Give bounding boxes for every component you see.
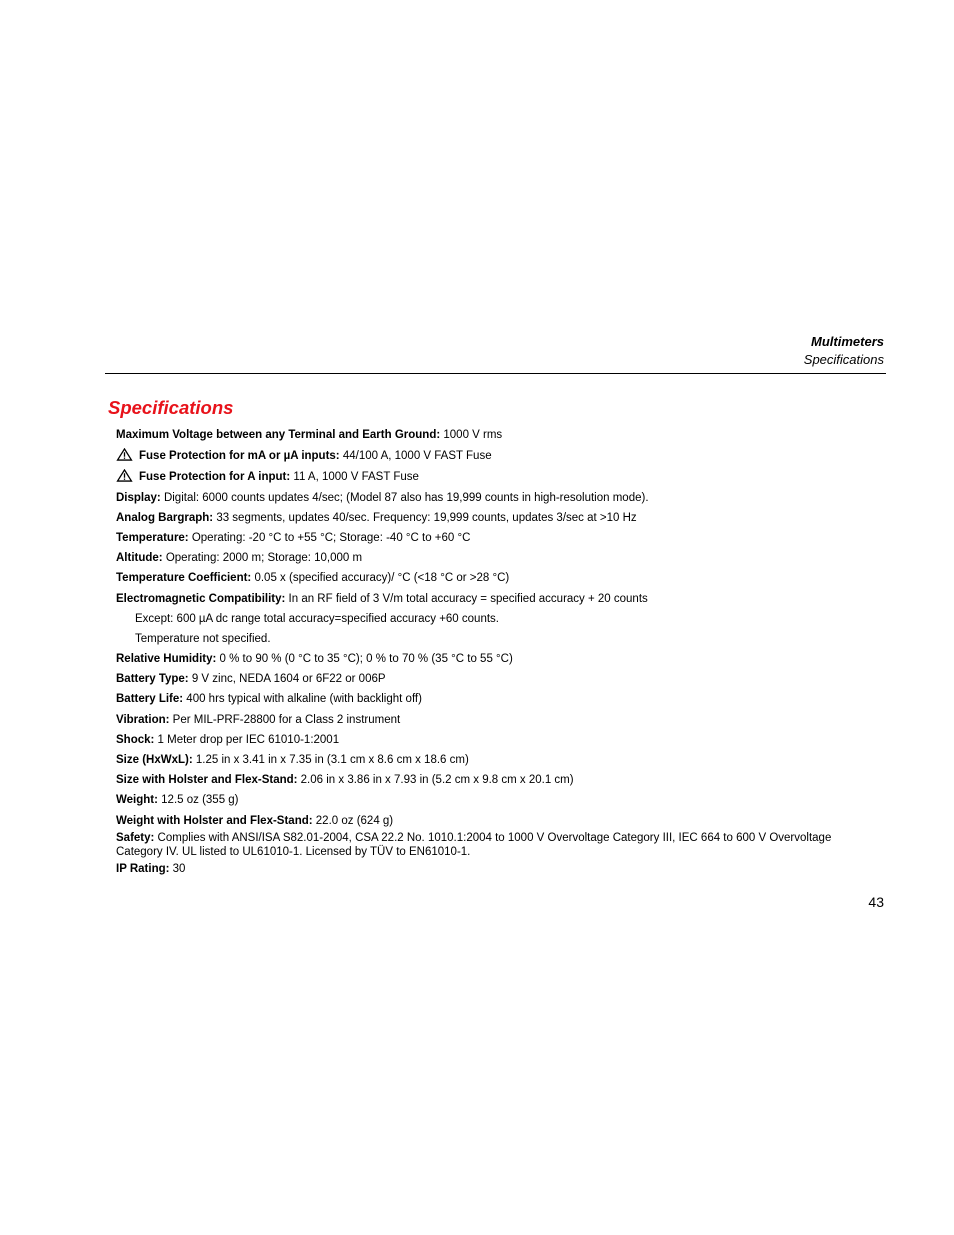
spec-value: 33 segments, updates 40/sec. Frequency: 19,999 counts, updates 3/sec at >10 Hz — [213, 511, 637, 524]
spec-label: Temperature Coefficient: — [116, 572, 252, 585]
spec-battery-type — [116, 672, 836, 686]
spec-analog-bargraph — [116, 511, 836, 525]
spec-value: 0 % to 90 % (0 °C to 35 °C); 0 % to 70 % (35 °C to 55 °C) — [216, 653, 513, 666]
spec-label: Size with Holster and Flex-Stand: — [116, 774, 298, 787]
header-subtitle: Specifications — [803, 352, 884, 367]
spec-label: Vibration: — [116, 713, 170, 726]
spec-emc — [116, 592, 836, 606]
spec-value: Temperature not specified. — [135, 632, 271, 645]
running-header — [804, 333, 884, 369]
spec-fuse-ma — [116, 448, 836, 463]
spec-vibration — [116, 713, 836, 727]
spec-value: 1000 V rms — [440, 429, 503, 441]
spec-label: Safety: — [116, 831, 155, 844]
spec-size — [116, 753, 836, 767]
spec-label: Weight: — [116, 794, 158, 807]
spec-display — [116, 491, 836, 505]
spec-value: 1.25 in x 3.41 in x 7.35 in (3.1 cm x 8.6 cm x 18.6 cm) — [192, 754, 469, 766]
spec-temperature-coefficient — [116, 571, 836, 585]
header-title: Multimeters — [811, 334, 884, 349]
spec-label: Size (HxWxL): — [116, 754, 193, 766]
spec-value: 22.0 oz (624 g) — [312, 814, 394, 827]
spec-value: 400 hrs typical with alkaline (with backlight off) — [183, 693, 422, 706]
spec-label: Temperature: — [116, 531, 189, 544]
spec-weight — [116, 793, 836, 807]
spec-label: Fuse Protection for A input: — [139, 471, 291, 484]
spec-label: Battery Life: — [116, 693, 184, 706]
spec-value: 2.06 in x 3.86 in x 7.93 in (5.2 cm x 9.8 cm x 20.1 cm) — [297, 774, 574, 787]
spec-value: 11 A, 1000 V FAST Fuse — [290, 471, 419, 484]
spec-value: 1 Meter drop per IEC 61010-1:2001 — [154, 733, 340, 746]
spec-size-with-holster — [116, 773, 836, 787]
spec-label: Weight with Holster and Flex-Stand: — [116, 814, 313, 827]
spec-emc-temperature-note — [116, 632, 836, 646]
spec-temperature — [116, 531, 836, 545]
page-number: 43 — [868, 894, 884, 910]
warning-triangle-icon — [116, 469, 133, 482]
header-rule — [105, 373, 886, 374]
spec-shock — [116, 733, 836, 747]
spec-label: IP Rating: — [116, 862, 170, 875]
spec-value: 0.05 x (specified accuracy)/ °C (<18 °C or >28 °C) — [251, 572, 510, 585]
spec-weight-with-holster — [116, 814, 836, 828]
spec-value: Operating: 2000 m; Storage: 10,000 m — [162, 552, 363, 565]
spec-value: Digital: 6000 counts updates 4/sec; (Model 87 also has 19,999 counts in high-resolution mode). — [160, 491, 649, 504]
spec-safety — [116, 831, 836, 859]
spec-label: Altitude: — [116, 552, 163, 565]
spec-value: 44/100 A, 1000 V FAST Fuse — [339, 450, 492, 463]
spec-relative-humidity — [116, 652, 836, 666]
spec-ip-rating — [116, 862, 836, 876]
spec-value: 30 — [169, 862, 186, 875]
spec-label: Relative Humidity: — [116, 653, 217, 666]
spec-value: Per MIL-PRF-28800 for a Class 2 instrument — [169, 713, 401, 726]
spec-altitude — [116, 551, 836, 565]
spec-max-voltage — [116, 428, 836, 442]
spec-value: Except: 600 µA dc range total accuracy=specified accuracy +60 counts. — [135, 612, 499, 625]
spec-battery-life — [116, 692, 836, 706]
spec-list — [116, 428, 836, 882]
section-title: Specifications — [108, 397, 234, 418]
spec-value: In an RF field of 3 V/m total accuracy = specified accuracy + 20 counts — [285, 592, 648, 605]
spec-label: Display: — [116, 491, 161, 504]
spec-fuse-a — [116, 469, 836, 484]
spec-emc-except — [116, 612, 836, 626]
spec-label: Maximum Voltage between any Terminal and Earth Ground: — [116, 429, 441, 441]
spec-label: Battery Type: — [116, 673, 189, 686]
spec-label: Analog Bargraph: — [116, 511, 214, 524]
spec-value: Operating: -20 °C to +55 °C; Storage: -40 °C to +60 °C — [188, 531, 471, 544]
spec-value: 9 V zinc, NEDA 1604 or 6F22 or 006P — [188, 673, 386, 686]
warning-triangle-icon — [116, 448, 133, 461]
spec-label: Fuse Protection for mA or µA inputs: — [139, 450, 340, 463]
spec-value: 12.5 oz (355 g) — [157, 794, 239, 807]
spec-value: Complies with ANSI/ISA S82.01-2004, CSA 22.2 No. 1010.1:2004 to 1000 V Overvoltage Category III, IEC 664 to 600 V Overvoltage Category IV. UL listed to UL61010-1. Licensed by TÜV to EN61010-1. — [116, 831, 832, 858]
spec-label: Shock: — [116, 733, 155, 746]
spec-label: Electromagnetic Compatibility: — [116, 592, 286, 605]
